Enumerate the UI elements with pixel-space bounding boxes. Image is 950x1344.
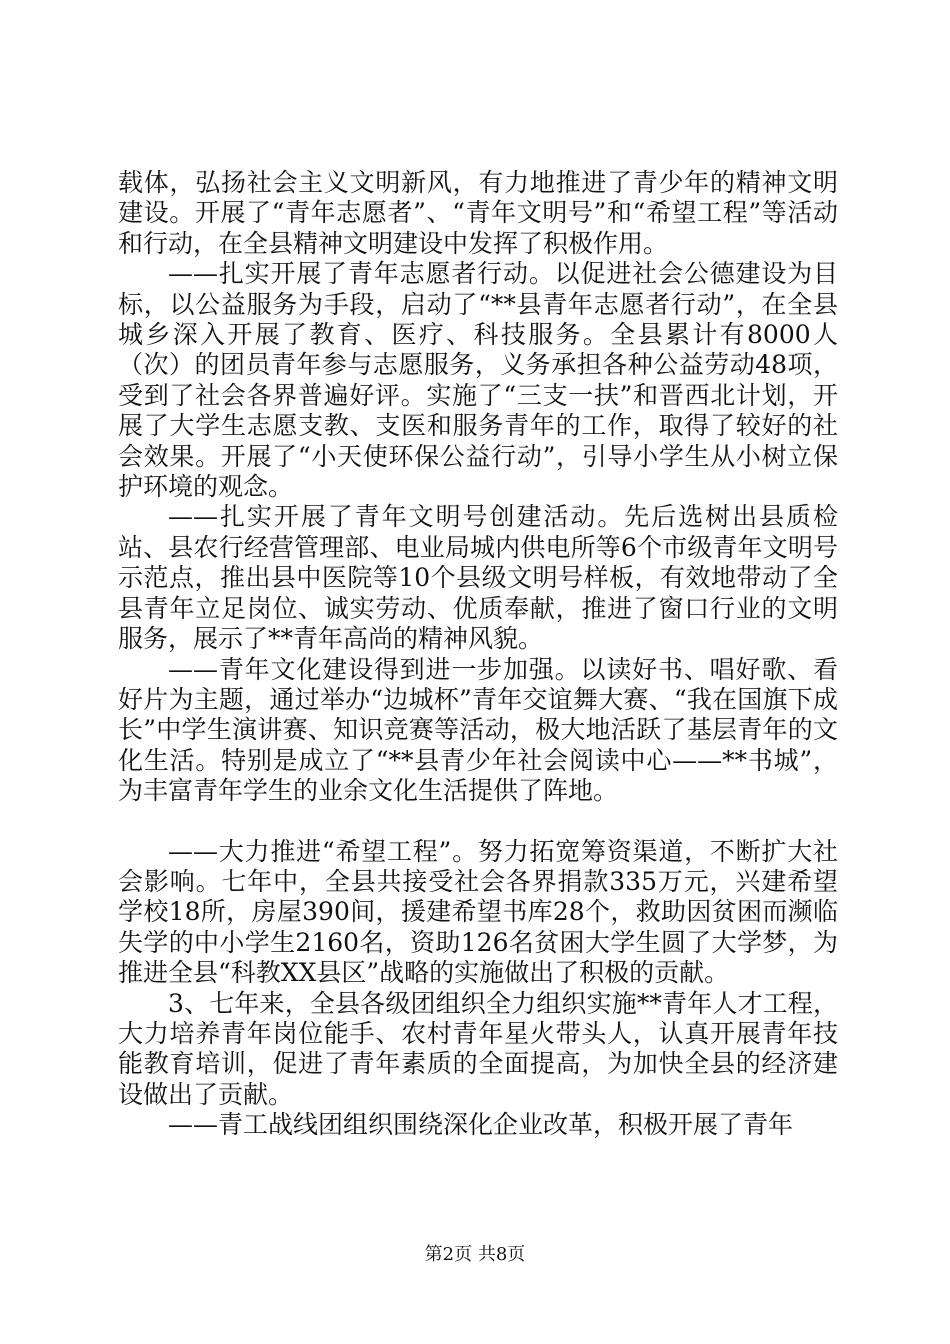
paragraph-1: 载体，弘扬社会主义文明新风，有力地推进了青少年的精神文明建设。开展了“青年志愿者”、“青年文明号”和“希望工程”等活动和行动，在全县精神文明建设中发挥了积极作用。 xyxy=(118,168,838,258)
document-body xyxy=(118,168,838,1141)
paragraph-civilization-post: ——扎实开展了青年文明号创建活动。先后选树出县质检站、县农行经营管理部、电业局城内供电所等6个市级青年文明号示范点，推出县中医院等10个县级文明号样板，有效地带动了全县青年立足岗位、诚实劳动、优质奉献，推进了窗口行业的文明服务，展示了**青年高尚的精神风貌。 xyxy=(118,502,838,654)
paragraph-hope-project: ——大力推进“希望工程”。努力拓宽筹资渠道，不断扩大社会影响。七年中，全县共接受社会各界捐款335万元，兴建希望学校18所，房屋390间，援建希望书库28个，救助因贫困而濒临失学的中小学生2160名，资助126名贫困大学生圆了大学梦，为推进全县“科教XX县区”战略的实施做出了积极的贡献。 xyxy=(118,836,838,988)
page-number-footer: 第2页 共8页 xyxy=(424,1244,526,1265)
paragraph-volunteer: ——扎实开展了青年志愿者行动。以促进社会公德建设为目标，以公益服务为手段，启动了“**县青年志愿者行动”，在全县城乡深入开展了教育、医疗、科技服务。全县累计有8000人（次）的团员青年参与志愿服务，义务承担各种公益劳动48项，受到了社会各界普遍好评。实施了“三支一扶”和晋西北计划，开展了大学生志愿支教、支医和服务青年的工作，取得了较好的社会效果。开展了“小天使环保公益行动”，引导小学生从小树立保护环境的观念。 xyxy=(118,259,838,502)
paragraph-youth-culture: ——青年文化建设得到进一步加强。以读好书、唱好歌、看好片为主题，通过举办“边城杯”青年交谊舞大赛、“我在国旗下成长”中学生演讲赛、知识竞赛等活动，极大地活跃了基层青年的文化生活。特别是成立了“**县青少年社会阅读中心——**书城”，为丰富青年学生的业余文化生活提供了阵地。 xyxy=(118,654,838,806)
paragraph-industrial-youth: ——青工战线团组织围绕深化企业改革，积极开展了青年 xyxy=(168,1110,794,1140)
paragraph-talent-project: 3、七年来，全县各级团组织全力组织实施**青年人才工程，大力培养青年岗位能手、农村青年星火带头人，认真开展青年技能教育培训，促进了青年素质的全面提高，为加快全县的经济建设做出了贡献。 xyxy=(118,988,838,1109)
